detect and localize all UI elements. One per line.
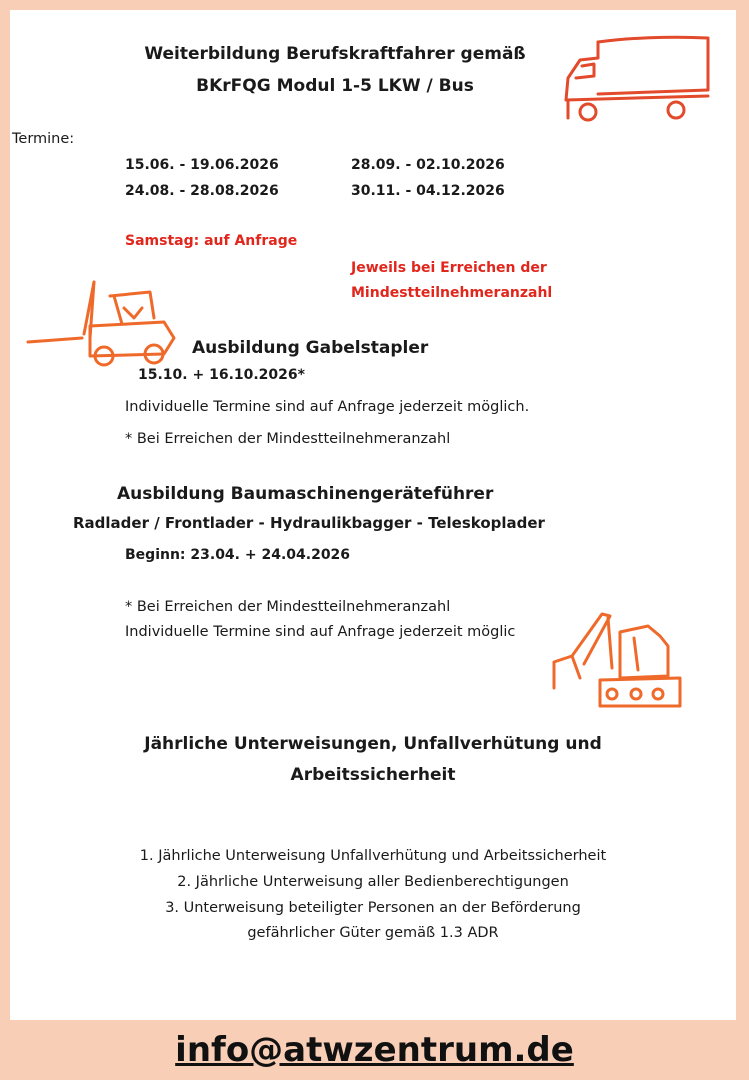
forklift-note2: * Bei Erreichen der Mindestteilnehmeranzahl <box>125 431 451 447</box>
contact-email-link[interactable]: info@atwzentrum.de <box>175 1030 574 1070</box>
min-note-line2: Mindestteilnehmeranzahl <box>351 285 553 301</box>
bkf-date-3: 24.08. - 28.08.2026 <box>125 183 279 199</box>
bkf-title-line2: BKrFQG Modul 1-5 LKW / Bus <box>196 76 474 96</box>
baumaschinen-begin: Beginn: 23.04. + 24.04.2026 <box>125 547 351 563</box>
unterweisung-title-line1: Jährliche Unterweisungen, Unfallverhütung und <box>144 734 602 754</box>
termine-label: Termine: <box>12 131 75 147</box>
bkf-date-1: 15.06. - 19.06.2026 <box>125 157 279 173</box>
unterweisung-item-2: 2. Jährliche Unterweisung aller Bedienberechtigungen <box>177 874 569 890</box>
forklift-dates: 15.10. + 16.10.2026* <box>138 367 305 383</box>
baumaschinen-subtitle: Radlader / Frontlader - Hydraulikbagger - Teleskoplader <box>73 514 545 532</box>
saturday-note: Samstag: auf Anfrage <box>125 233 298 249</box>
unterweisung-title-line2: Arbeitssicherheit <box>290 765 456 785</box>
excavator-icon <box>550 606 680 706</box>
baumaschinen-note1: * Bei Erreichen der Mindestteilnehmeranzahl <box>125 599 451 615</box>
bkf-date-4: 30.11. - 04.12.2026 <box>351 183 505 199</box>
unterweisung-item-3: 3. Unterweisung beteiligter Personen an der Beförderung <box>165 900 581 916</box>
bkf-date-2: 28.09. - 02.10.2026 <box>351 157 505 173</box>
truck-icon <box>558 30 718 130</box>
baumaschinen-note2: Individuelle Termine sind auf Anfrage jederzeit möglic <box>125 624 516 640</box>
unterweisung-item-3-cont: gefährlicher Güter gemäß 1.3 ADR <box>247 925 499 941</box>
min-note-line1: Jeweils bei Erreichen der <box>351 260 547 276</box>
baumaschinen-title: Ausbildung Baumaschinengeräteführer <box>117 484 494 504</box>
flyer-sheet <box>10 10 736 1020</box>
forklift-title: Ausbildung Gabelstapler <box>192 338 429 358</box>
bkf-title-line1: Weiterbildung Berufskraftfahrer gemäß <box>144 44 526 64</box>
forklift-note1: Individuelle Termine sind auf Anfrage jederzeit möglich. <box>125 399 530 415</box>
unterweisung-item-1: 1. Jährliche Unterweisung Unfallverhütung und Arbeitssicherheit <box>139 848 607 864</box>
forklift-icon <box>24 278 184 368</box>
